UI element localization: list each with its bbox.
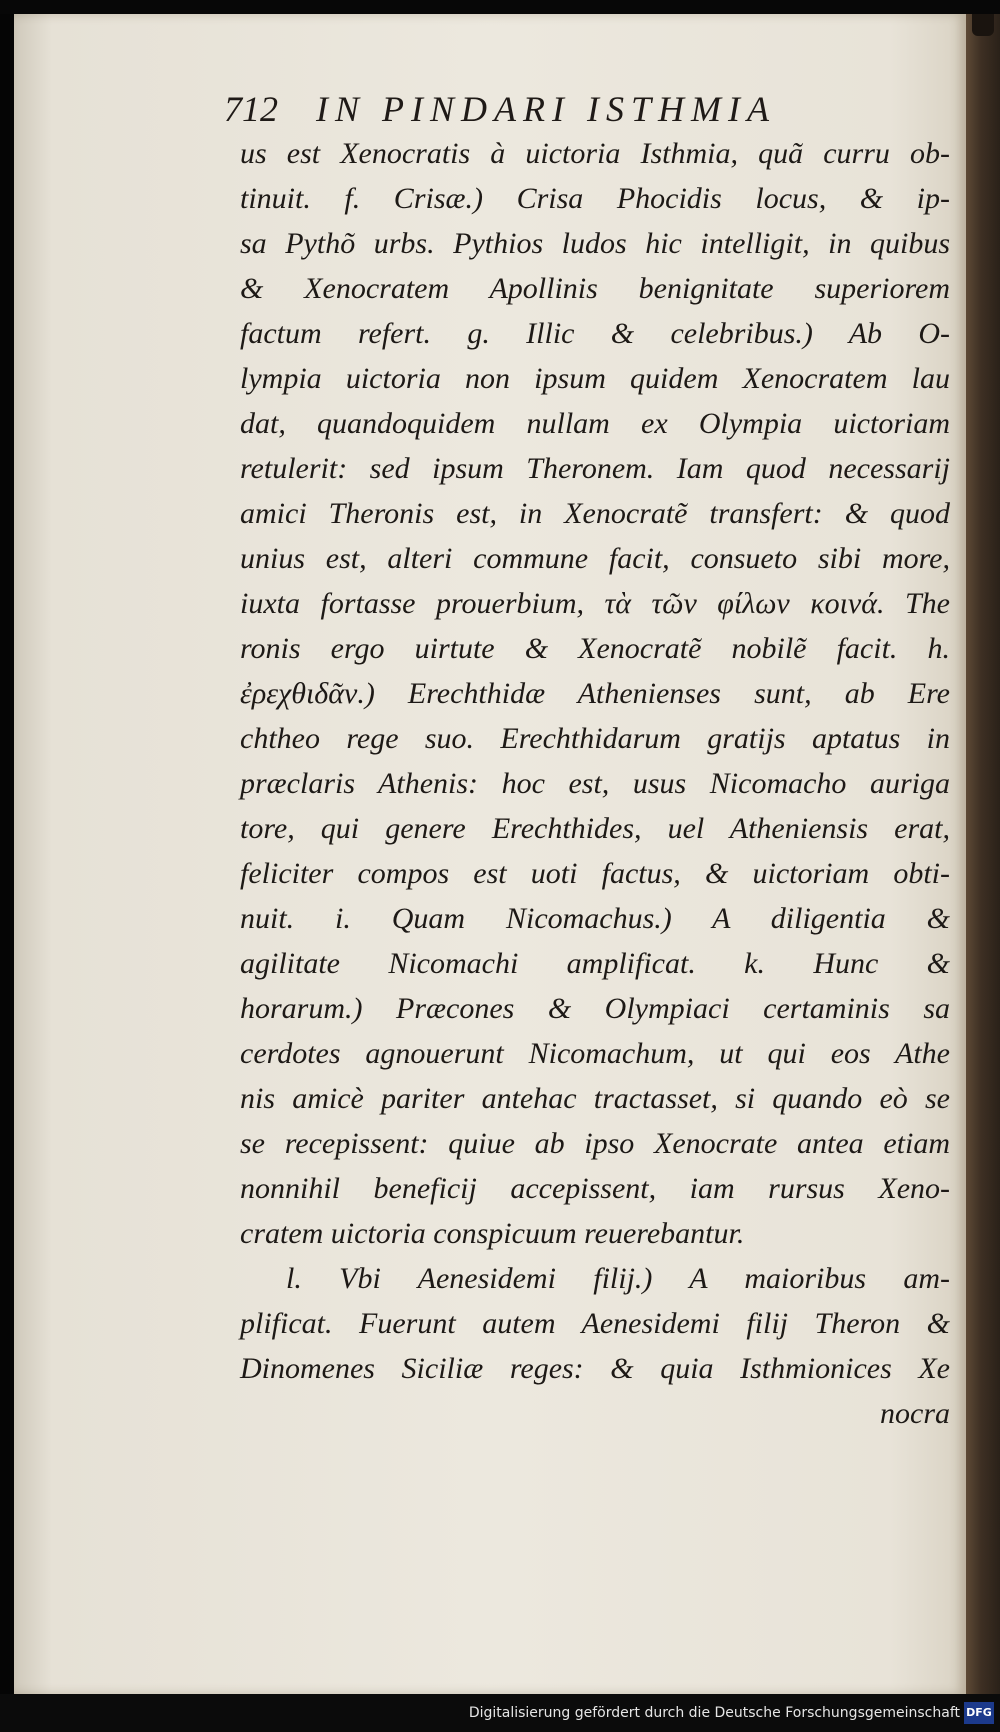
adjacent-page-edge (966, 14, 1000, 1694)
text-line: retulerit: sed ipsum Theronem. Iam quod necessarij (240, 452, 950, 485)
text-line: nuit. i. Quam Nicomachus.) A diligentia & (240, 902, 950, 935)
text-line: plificat. Fuerunt autem Aenesidemi filij Theron & (240, 1307, 950, 1340)
text-line: lympia uictoria non ipsum quidem Xenocratem lau (240, 362, 950, 395)
top-border (0, 0, 1000, 14)
binding-notch (972, 14, 994, 36)
text-line: tinuit. f. Crisæ.) Crisa Phocidis locus, & ip- (240, 182, 950, 215)
text-line: sa Pythõ urbs. Pythios ludos hic intelligit, in quibus (240, 227, 950, 260)
text-line: ἐρεχθιδᾶν.) Erechthidæ Athenienses sunt, ab Ere (240, 677, 950, 710)
text-line: & Xenocratem Apollinis benignitate superiorem (240, 272, 950, 305)
page-number: 712 (224, 89, 278, 129)
text-line: amici Theronis est, in Xenocratẽ transfert: & quod (240, 497, 950, 530)
text-line: us est Xenocratis à uictoria Isthmia, quã curru ob- (240, 137, 950, 170)
dfg-logo: DFG (964, 1702, 994, 1724)
text-line: Dinomenes Siciliæ reges: & quia Isthmionices Xe (240, 1352, 950, 1385)
text-line: chtheo rege suo. Erechthidarum gratijs aptatus in (240, 722, 950, 755)
text-line: unius est, alteri commune facit, consueto sibi more, (240, 542, 950, 575)
text-line: horarum.) Præcones & Olympiaci certaminis sa (240, 992, 950, 1025)
text-line: factum refert. g. Illic & celebribus.) Ab O- (240, 317, 950, 350)
text-line: cerdotes agnouerunt Nicomachum, ut qui eos Athe (240, 1037, 950, 1070)
text-line: nis amicè pariter antehac tractasset, si quando eò se (240, 1082, 950, 1115)
text-line: feliciter compos est uoti factus, & uictoriam obti- (240, 857, 950, 890)
text-line: dat, quandoquidem nullam ex Olympia uictoriam (240, 407, 950, 440)
text-line: nonnihil beneficij accepissent, iam rursus Xeno- (240, 1172, 950, 1205)
funding-credit: Digitalisierung gefördert durch die Deutsche Forschungsgemeinschaft (468, 1705, 960, 1721)
text-line: præclaris Athenis: hoc est, usus Nicomacho auriga (240, 767, 950, 800)
text-line: ronis ergo uirtute & Xenocratẽ nobilẽ facit. h. (240, 632, 950, 665)
text-line: se recepissent: quiue ab ipso Xenocrate antea etiam (240, 1127, 950, 1160)
text-line: agilitate Nicomachi amplificat. k. Hunc & (240, 947, 950, 980)
running-head (224, 84, 924, 134)
text-line: tore, qui genere Erechthides, uel Atheniensis erat, (240, 812, 950, 845)
text-line: cratem uictoria conspicuum reuerebantur. (240, 1217, 745, 1250)
page-title: IN PINDARI ISTHMIA (316, 89, 776, 129)
footer-bar (0, 1694, 1000, 1732)
catchword: nocra (880, 1397, 950, 1430)
text-line: l. Vbi Aenesidemi filij.) A maioribus am- (286, 1262, 950, 1295)
text-line: iuxta fortasse prouerbium, τὰ τῶν φίλων κοινά. The (240, 587, 950, 620)
